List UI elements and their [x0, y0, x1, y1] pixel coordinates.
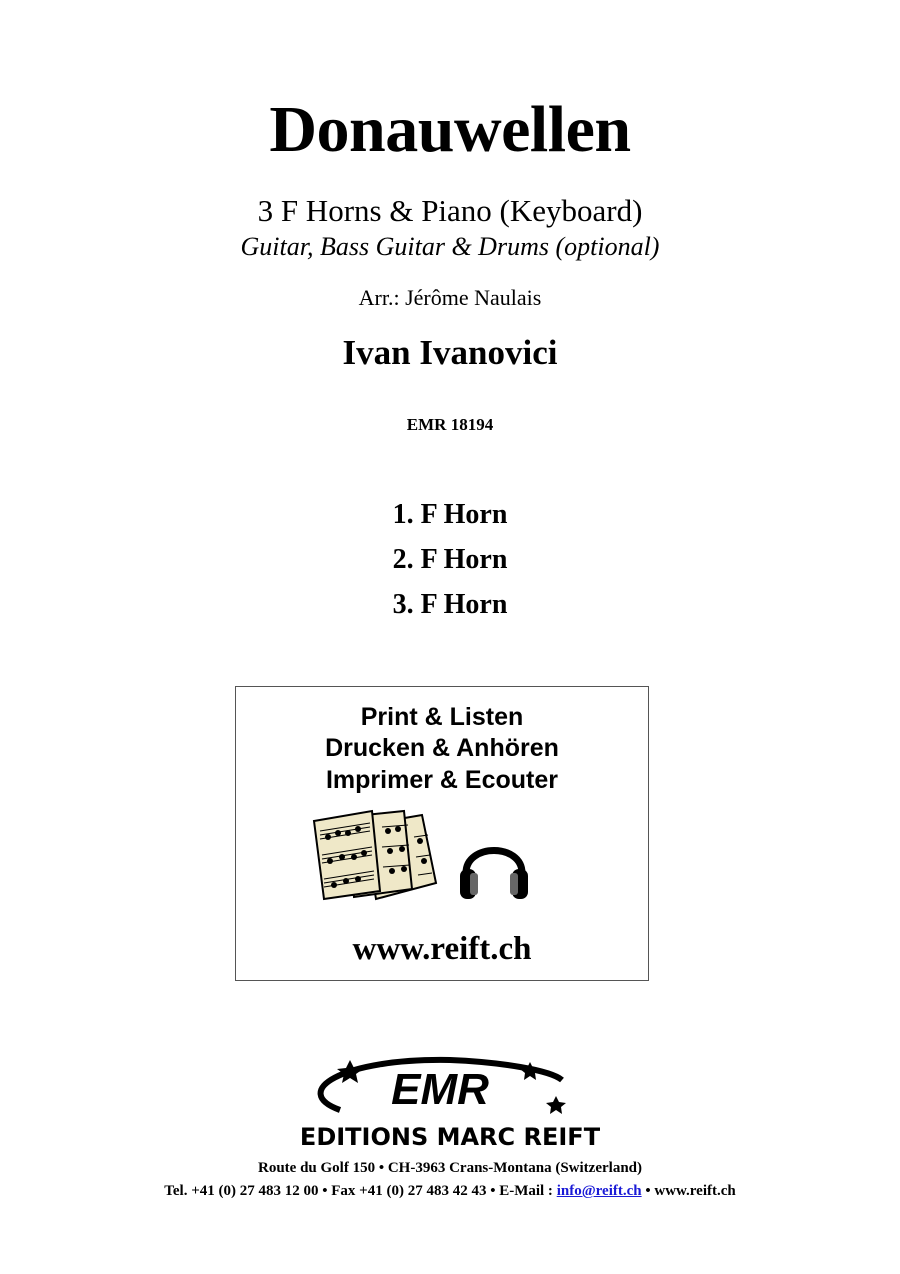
- optional-instruments: Guitar, Bass Guitar & Drums (optional): [240, 232, 660, 261]
- composer: Ivan Ivanovici: [342, 333, 558, 372]
- arranger: Arr.: Jérôme Naulais: [358, 285, 542, 310]
- headphones-icon: [456, 829, 532, 905]
- print-listen-box: [235, 686, 649, 981]
- promo-line: Print & Listen: [360, 703, 524, 731]
- part-item: 3. F Horn: [392, 589, 508, 620]
- page-title: Donauwellen: [269, 93, 631, 166]
- part-item: 2. F Horn: [392, 544, 508, 575]
- contact-phone-fax: Tel. +41 (0) 27 483 12 00 • Fax +41 (0) 27 483 42 43 • E-Mail :: [164, 1183, 557, 1199]
- parts-list: [0, 497, 900, 632]
- instrumentation: 3 F Horns & Piano (Keyboard): [257, 193, 643, 228]
- publisher-address: Route du Golf 150 • CH-3963 Crans-Montana (Switzerland): [258, 1160, 642, 1176]
- promo-line: Imprimer & Ecouter: [325, 766, 558, 794]
- promo-line: Drucken & Anhören: [325, 734, 559, 762]
- emr-logo: [300, 1052, 580, 1122]
- publisher-name: EDITIONS MARC REIFT: [299, 1123, 601, 1151]
- catalog-number: EMR 18194: [406, 415, 494, 434]
- svg-text:EMR: EMR: [391, 1065, 489, 1114]
- contact-website[interactable]: • www.reift.ch: [641, 1183, 736, 1199]
- sheet-music-icon: [312, 807, 440, 907]
- part-item: 1. F Horn: [392, 499, 508, 530]
- contact-line: [0, 1183, 900, 1200]
- email-link[interactable]: info@reift.ch: [556, 1183, 642, 1199]
- promo-url[interactable]: www.reift.ch: [352, 931, 532, 967]
